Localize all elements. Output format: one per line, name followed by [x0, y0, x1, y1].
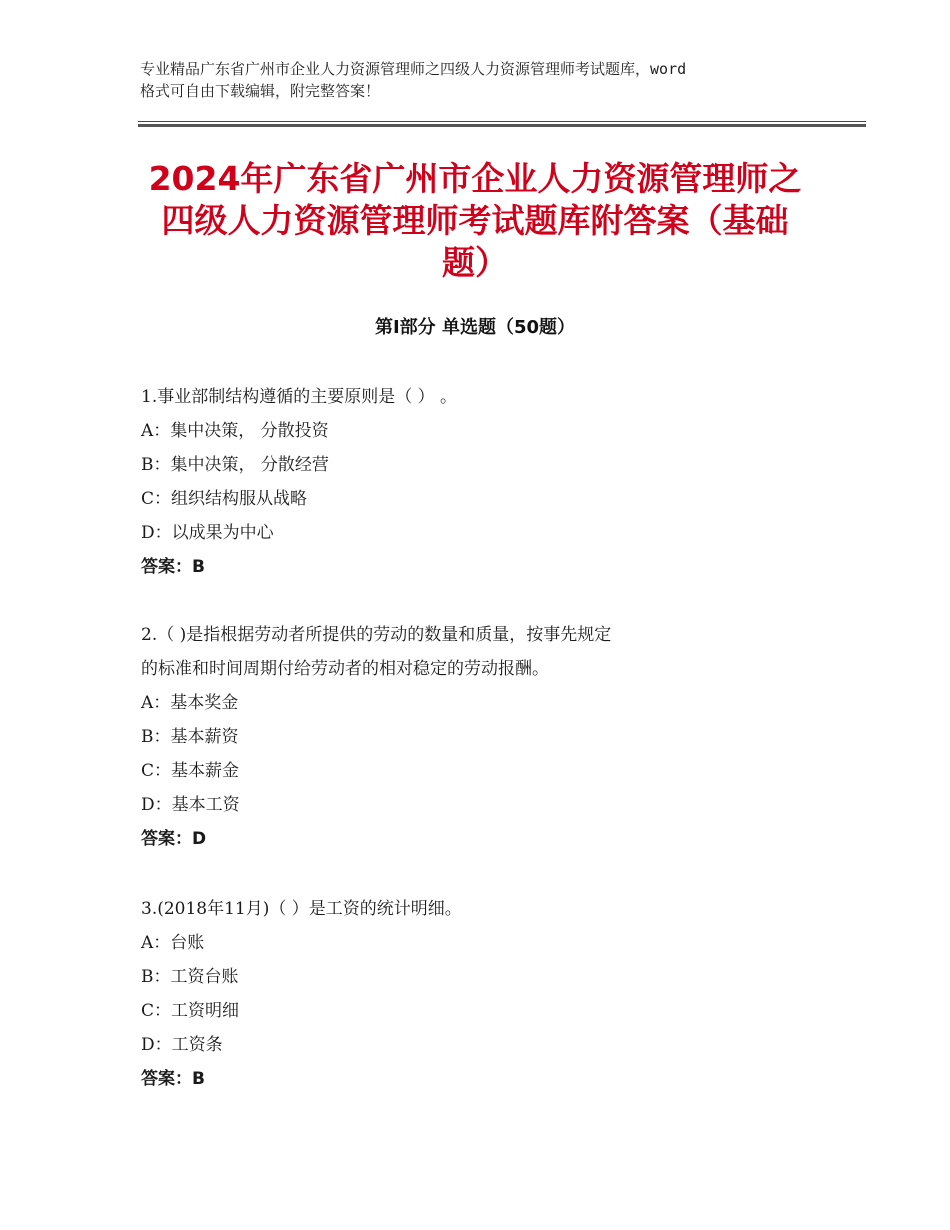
option-c: C：基本薪金: [141, 761, 240, 781]
option-c: C：组织结构服从战略: [141, 489, 308, 509]
document-title: [100, 158, 850, 284]
option-b: B：工资台账: [141, 967, 239, 987]
question-1: [141, 380, 821, 584]
header-note-line-2: 格式可自由下载编辑，附完整答案！: [140, 82, 381, 100]
answer: 答案：B: [141, 557, 205, 577]
question-stem: 2.（ )是指根据劳动者所提供的劳动的数量和质量，按事先规定: [141, 625, 612, 645]
header-divider-thick: [138, 124, 866, 127]
option-c: C：工资明细: [141, 1001, 240, 1021]
answer: 答案：B: [141, 1069, 205, 1089]
option-d: D：以成果为中心: [141, 523, 274, 543]
option-b: B：集中决策， 分散经营: [141, 455, 329, 475]
question-stem: 1.事业部制结构遵循的主要原则是（ ） 。: [141, 387, 458, 407]
answer: 答案：D: [141, 829, 207, 849]
section-heading: 第Ⅰ部分 单选题（50题）: [374, 317, 575, 338]
option-a: A：集中决策， 分散投资: [141, 421, 329, 441]
option-b: B：基本薪资: [141, 727, 239, 747]
question-3: [141, 892, 821, 1096]
document-title-line-3: 题）: [442, 243, 508, 282]
header-note-line-1: 专业精品广东省广州市企业人力资源管理师之四级人力资源管理师考试题库，word: [140, 60, 687, 78]
document-title-line-2: 四级人力资源管理师考试题库附答案（基础: [161, 201, 789, 240]
option-d: D：工资条: [141, 1035, 223, 1055]
option-a: A：基本奖金: [141, 693, 239, 713]
option-d: D：基本工资: [141, 795, 240, 815]
header-note: [140, 58, 830, 102]
question-stem-continued: 的标准和时间周期付给劳动者的相对稳定的劳动报酬。: [141, 659, 549, 679]
option-a: A：台账: [141, 933, 205, 953]
header-divider-thin: [138, 121, 866, 122]
question-stem: 3.(2018年11月)（ ）是工资的统计明细。: [141, 899, 462, 919]
question-2: [141, 618, 821, 856]
document-title-line-1: 2024年广东省广州市企业人力资源管理师之: [148, 159, 802, 198]
